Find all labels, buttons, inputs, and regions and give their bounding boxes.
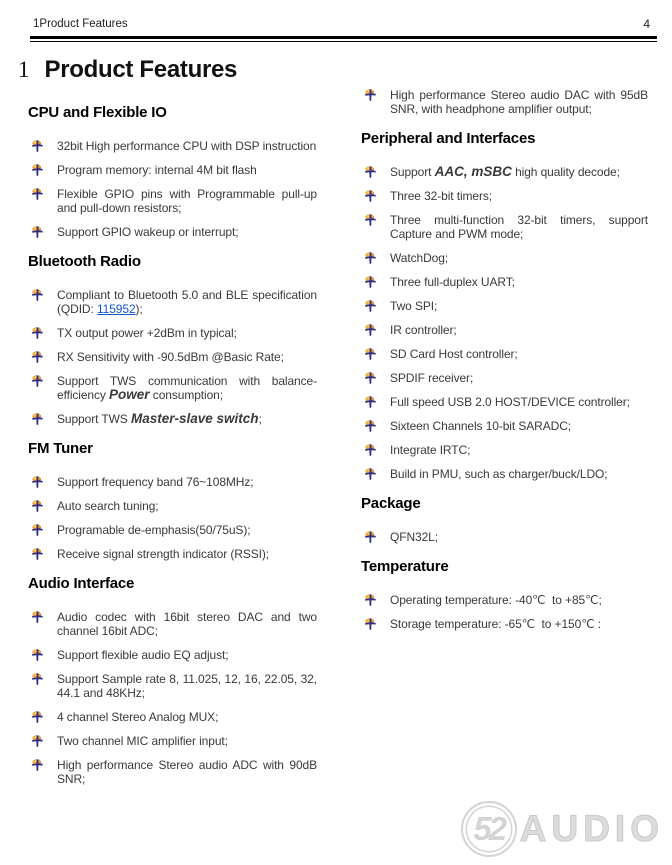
feature-text-run: 4 channel Stereo Analog MUX; (57, 710, 219, 724)
bullet-icon (365, 214, 376, 226)
section-heading: Temperature (361, 558, 449, 575)
feature-item (355, 593, 655, 607)
feature-item (22, 412, 324, 426)
feature-list (22, 288, 324, 426)
feature-text-run: RX Sensitivity with -90.5dBm @Basic Rate; (57, 350, 284, 364)
feature-item (355, 395, 655, 409)
feature-text-run: TX output power +2dBm in typical; (57, 326, 237, 340)
feature-item (22, 610, 324, 638)
bullet-icon (32, 711, 43, 723)
feature-item (355, 467, 655, 481)
feature-text-run: Compliant to Bluetooth 5.0 and BLE specification (QDID: (57, 288, 317, 316)
bullet-icon (32, 164, 43, 176)
bullet-icon (32, 548, 43, 560)
feature-text (390, 251, 648, 265)
bullet-icon (365, 444, 376, 456)
feature-item (22, 475, 324, 489)
bullet-icon (32, 140, 43, 152)
bullet-icon (365, 276, 376, 288)
feature-text (390, 443, 648, 457)
header-rule-thin (30, 41, 657, 42)
feature-text-run: Support frequency band 76~108MHz; (57, 475, 254, 489)
feature-item (22, 547, 324, 561)
bullet-icon (365, 252, 376, 264)
feature-item (22, 288, 324, 316)
feature-text-run: Support Sample rate 8, 11.025, 12, 16, 22.05, 32, 44.1 and 48KHz; (57, 672, 317, 700)
feature-text (57, 412, 317, 426)
feature-text-run: Storage temperature: -65℃ to +150℃ : (390, 617, 602, 631)
section-heading: Package (361, 495, 421, 512)
section-heading: Peripheral and Interfaces (361, 130, 536, 147)
feature-text-run: SD Card Host controller; (390, 347, 518, 361)
left-column (22, 100, 324, 796)
feature-text (390, 323, 648, 337)
feature-text (390, 165, 648, 179)
feature-text-run: IR controller; (390, 323, 457, 337)
bullet-icon (32, 476, 43, 488)
chapter-title (18, 56, 237, 84)
feature-item (355, 275, 655, 289)
feature-text-run: Two channel MIC amplifier input; (57, 734, 228, 748)
header-rule-thick (30, 36, 657, 39)
chapter-number: 1 (18, 57, 30, 82)
bullet-icon (32, 611, 43, 623)
feature-list (22, 610, 324, 786)
feature-item (22, 648, 324, 662)
feature-text (57, 523, 317, 537)
feature-item (355, 189, 655, 203)
feature-item (22, 163, 324, 177)
feature-text (390, 467, 648, 481)
feature-text (57, 163, 317, 177)
feature-text (57, 610, 317, 638)
feature-item (22, 374, 324, 402)
bullet-icon (32, 673, 43, 685)
feature-item (22, 523, 324, 537)
feature-item (22, 499, 324, 513)
feature-text-run: Flexible GPIO pins with Programmable pull-up and pull-down resistors; (57, 187, 317, 215)
feature-text-run: Three full-duplex UART; (390, 275, 515, 289)
feature-text (390, 189, 648, 203)
feature-text-run: consumption; (149, 388, 223, 402)
feature-list (355, 165, 655, 481)
bullet-icon (32, 524, 43, 536)
feature-text (57, 187, 317, 215)
bullet-icon (32, 375, 43, 387)
feature-text-run: QFN32L; (390, 530, 438, 544)
feature-item (22, 734, 324, 748)
page-title: Product Features (44, 56, 238, 83)
bullet-icon (32, 351, 43, 363)
bullet-icon (32, 226, 43, 238)
feature-item (22, 326, 324, 340)
feature-text (57, 350, 317, 364)
bullet-icon (365, 300, 376, 312)
bullet-icon (32, 735, 43, 747)
bullet-icon (365, 190, 376, 202)
bullet-icon (365, 594, 376, 606)
feature-text-run: High performance Stereo audio DAC with 95dB SNR, with headphone amplifier output; (390, 88, 648, 116)
qdid-link[interactable]: 115952 (96, 302, 136, 316)
feature-list (355, 88, 655, 116)
watermark-52-circle (461, 801, 517, 857)
bullet-icon (32, 327, 43, 339)
feature-text-run: Program memory: internal 4M bit flash (57, 163, 257, 177)
feature-text-run: Full speed USB 2.0 HOST/DEVICE controller; (390, 395, 630, 409)
feature-text (390, 395, 648, 409)
feature-text (57, 374, 317, 402)
section-heading: CPU and Flexible IO (28, 104, 167, 121)
bullet-icon (365, 89, 376, 101)
section-heading: Bluetooth Radio (28, 253, 141, 270)
feature-text (390, 213, 648, 241)
right-column (355, 84, 655, 641)
section-heading: Audio Interface (28, 575, 135, 592)
section-heading: FM Tuner (28, 440, 93, 457)
bullet-icon (32, 649, 43, 661)
watermark-52audio (461, 801, 664, 857)
feature-item (355, 251, 655, 265)
feature-text-run: Support GPIO wakeup or interrupt; (57, 225, 239, 239)
feature-text (57, 139, 317, 153)
feature-item (22, 672, 324, 700)
feature-item (22, 350, 324, 364)
feature-text-run: Auto search tuning; (57, 499, 159, 513)
feature-text-run: Operating temperature: -40℃ to +85℃; (390, 593, 602, 607)
bullet-icon (32, 413, 43, 425)
feature-text-run: Three 32-bit timers; (390, 189, 493, 203)
feature-text (390, 347, 648, 361)
feature-list (22, 139, 324, 239)
feature-text-run: Three multi-function 32-bit timers, support Capture and PWM mode; (390, 213, 648, 241)
feature-text-run: SPDIF receiver; (390, 371, 474, 385)
feature-text (57, 734, 317, 748)
feature-text-run: Support TWS (57, 412, 131, 426)
feature-item (355, 213, 655, 241)
feature-text (390, 299, 648, 313)
feature-text-emphasis: AAC, mSBC (434, 164, 512, 179)
feature-item (355, 299, 655, 313)
feature-item (22, 758, 324, 786)
feature-text (57, 288, 317, 316)
feature-text (57, 672, 317, 700)
feature-text-emphasis: Power (109, 387, 150, 402)
bullet-icon (365, 324, 376, 336)
feature-item (355, 530, 655, 544)
feature-text (57, 710, 317, 724)
feature-text-run: Support TWS communication with balance-efficiency (57, 374, 317, 402)
feature-item (355, 371, 655, 385)
running-header-title: 1Product Features (33, 18, 128, 30)
feature-text-run: Programable de-emphasis(50/75uS); (57, 523, 251, 537)
feature-item (355, 165, 655, 179)
feature-text-emphasis: Master-slave switch (130, 411, 259, 426)
feature-text-run: Two SPI; (390, 299, 438, 313)
feature-item (22, 139, 324, 153)
feature-text (390, 530, 648, 544)
feature-item (355, 323, 655, 337)
bullet-icon (365, 531, 376, 543)
feature-text-run: WatchDog; (390, 251, 449, 265)
bullet-icon (32, 289, 43, 301)
feature-item (355, 88, 655, 116)
feature-text-run: Integrate IRTC; (390, 443, 471, 457)
feature-text (57, 225, 317, 239)
feature-text-run: 32bit High performance CPU with DSP instruction (57, 139, 317, 153)
feature-item (22, 187, 324, 215)
bullet-icon (365, 618, 376, 630)
feature-text (57, 499, 317, 513)
feature-text (390, 593, 648, 607)
feature-text (390, 88, 648, 116)
watermark-audio-text: AUDIO (519, 808, 664, 849)
feature-text (57, 648, 317, 662)
feature-list (355, 530, 655, 544)
bullet-icon (365, 166, 376, 178)
feature-item (355, 443, 655, 457)
feature-text-run: ; (258, 412, 262, 426)
feature-text-run: Sixteen Channels 10-bit SARADC; (390, 419, 571, 433)
feature-list (22, 475, 324, 561)
feature-text-run: high quality decode; (511, 165, 620, 179)
feature-text-run: Build in PMU, such as charger/buck/LDO; (390, 467, 608, 481)
bullet-icon (365, 420, 376, 432)
feature-text (390, 371, 648, 385)
feature-item (355, 617, 655, 631)
feature-text (57, 758, 317, 786)
bullet-icon (365, 348, 376, 360)
feature-text-run: Support (390, 165, 435, 179)
feature-text-run: Support flexible audio EQ adjust; (57, 648, 229, 662)
bullet-icon (32, 759, 43, 771)
bullet-icon (365, 468, 376, 480)
feature-item (355, 347, 655, 361)
feature-item (22, 710, 324, 724)
bullet-icon (32, 188, 43, 200)
watermark-prefix: 52 (473, 810, 505, 847)
page-number: 4 (643, 17, 650, 31)
feature-text-run: ); (135, 302, 143, 316)
feature-text-run: High performance Stereo audio ADC with 90dB SNR; (57, 758, 317, 786)
feature-text-run: Audio codec with 16bit stereo DAC and two channel 16bit ADC; (57, 610, 317, 638)
feature-text-run: Receive signal strength indicator (RSSI); (57, 547, 269, 561)
bullet-icon (32, 500, 43, 512)
feature-text (390, 617, 648, 631)
feature-text (57, 475, 317, 489)
feature-list (355, 593, 655, 631)
feature-text (390, 275, 648, 289)
feature-text (390, 419, 648, 433)
feature-text (57, 326, 317, 340)
feature-item (355, 419, 655, 433)
feature-text (57, 547, 317, 561)
bullet-icon (365, 372, 376, 384)
feature-item (22, 225, 324, 239)
bullet-icon (365, 396, 376, 408)
